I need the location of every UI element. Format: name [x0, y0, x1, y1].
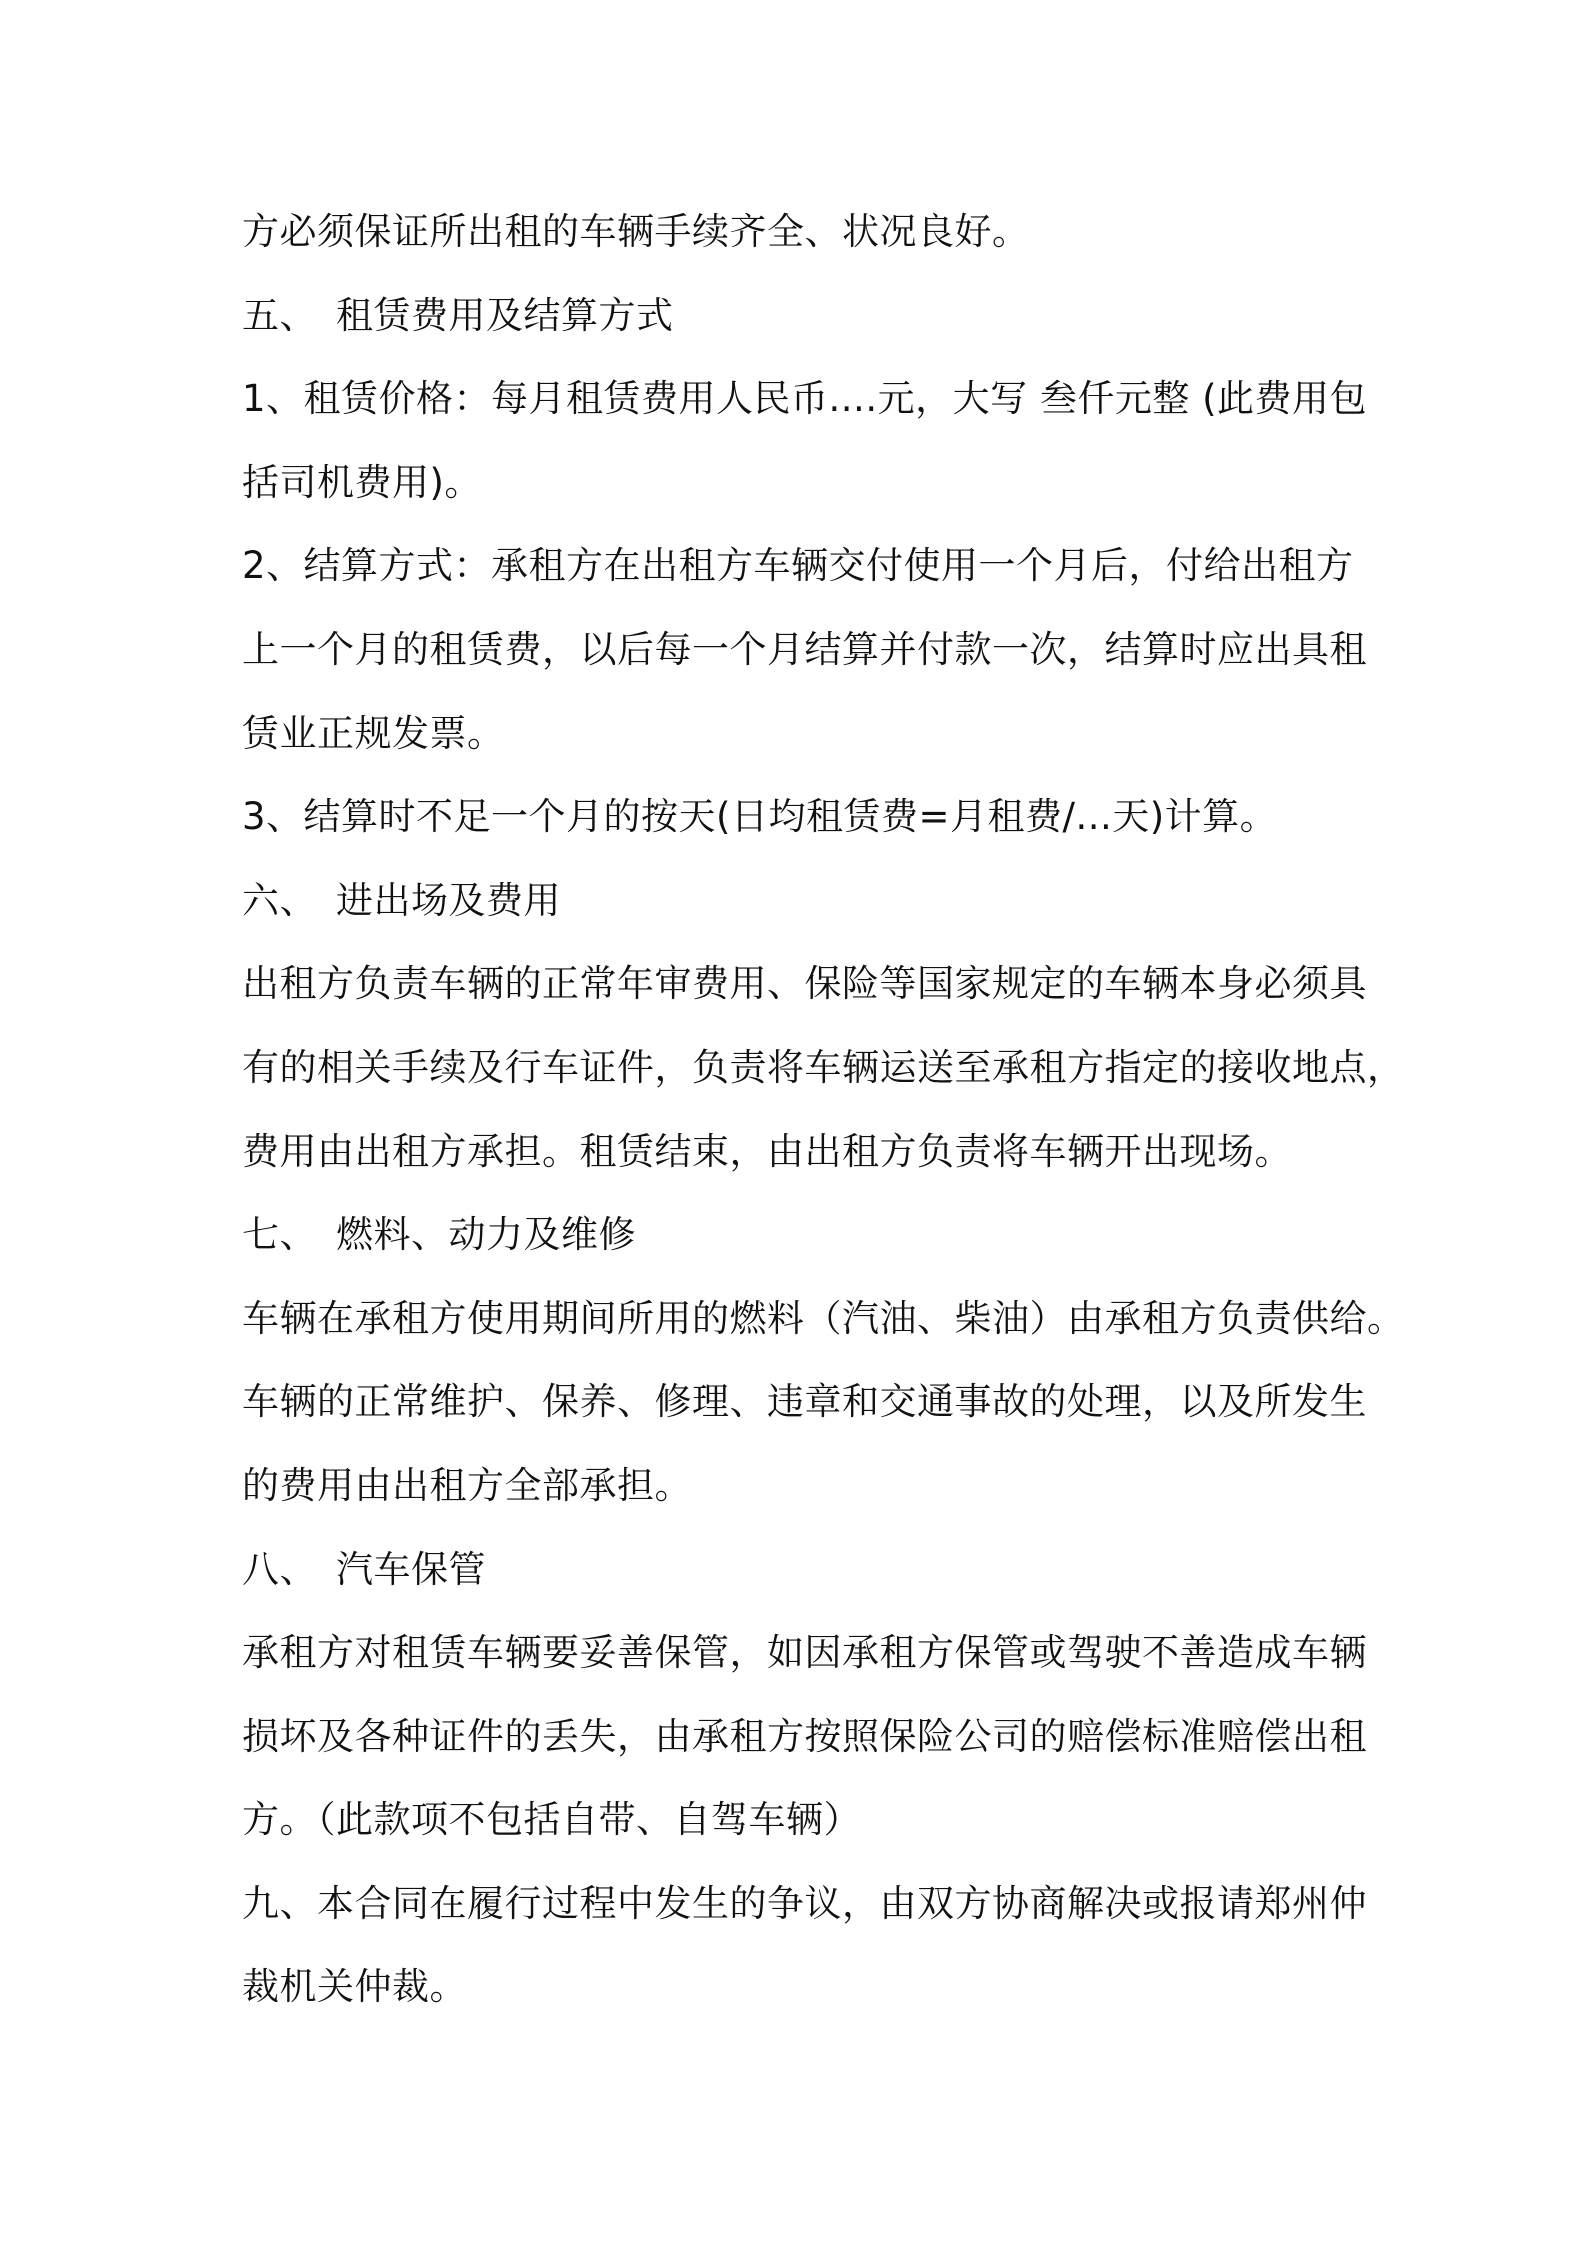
text-line: 费用由出租方承担。租赁结束，由出租方负责将车辆开出现场。 — [242, 1129, 1292, 1173]
text-line: 有的相关手续及行车证件，负责将车辆运送至承租方指定的接收地点， — [242, 1045, 1405, 1089]
text-line: 方必须保证所出租的车辆手续齐全、状况良好。 — [242, 210, 1030, 253]
section-number: 六、 — [242, 878, 317, 922]
section-title: 租赁费用及结算方式 — [336, 293, 674, 337]
text-line: 车辆在承租方使用期间所用的燃料（汽油、柴油）由承租方负责供给。 — [242, 1296, 1405, 1340]
text-line: 出租方负责车辆的正常年审费用、保险等国家规定的车辆本身必须具 — [242, 962, 1367, 1006]
document-body — [242, 190, 1405, 2029]
section-number: 八、 — [242, 1547, 317, 1591]
section-heading-5 — [242, 274, 1372, 358]
section-title: 燃料、动力及维修 — [336, 1213, 636, 1257]
text-line: 裁机关仲裁。 — [242, 1965, 467, 2009]
text-line: 的费用由出租方全部承担。 — [242, 1463, 692, 1507]
text-line: 车辆的正常维护、保养、修理、违章和交通事故的处理，以及所发生 — [242, 1380, 1367, 1424]
text-line: 赁业正规发票。 — [242, 711, 505, 755]
text-line: 九、本合同在履行过程中发生的争议，由双方协商解决或报请郑州仲 — [242, 1881, 1367, 1925]
section-number: 七、 — [242, 1213, 317, 1257]
section-heading-6 — [242, 859, 1372, 943]
text-line: 损坏及各种证件的丢失，由承租方按照保险公司的赔偿标准赔偿出租 — [242, 1714, 1367, 1758]
text-line: 3、结算时不足一个月的按天(日均租赁费=月租费/...天)计算。 — [242, 795, 1278, 839]
text-line: 方。（此款项不包括自带、自驾车辆） — [242, 1798, 861, 1842]
text-line: 上一个月的租赁费，以后每一个月结算并付款一次，结算时应出具租 — [242, 627, 1367, 671]
text-line: 1、租赁价格：每月租赁费用人民币....元，大写 叁仟元整 (此费用包 — [242, 377, 1368, 421]
section-heading-7 — [242, 1193, 1372, 1277]
section-title: 汽车保管 — [336, 1547, 486, 1591]
section-number: 五、 — [242, 293, 317, 337]
text-line: 2、结算方式：承租方在出租方车辆交付使用一个月后，付给出租方 — [242, 544, 1354, 588]
text-line: 括司机费用)。 — [242, 460, 482, 504]
text-line: 承租方对租赁车辆要妥善保管，如因承租方保管或驾驶不善造成车辆 — [242, 1631, 1367, 1675]
section-title: 进出场及费用 — [336, 878, 561, 922]
section-heading-8 — [242, 1528, 1372, 1612]
